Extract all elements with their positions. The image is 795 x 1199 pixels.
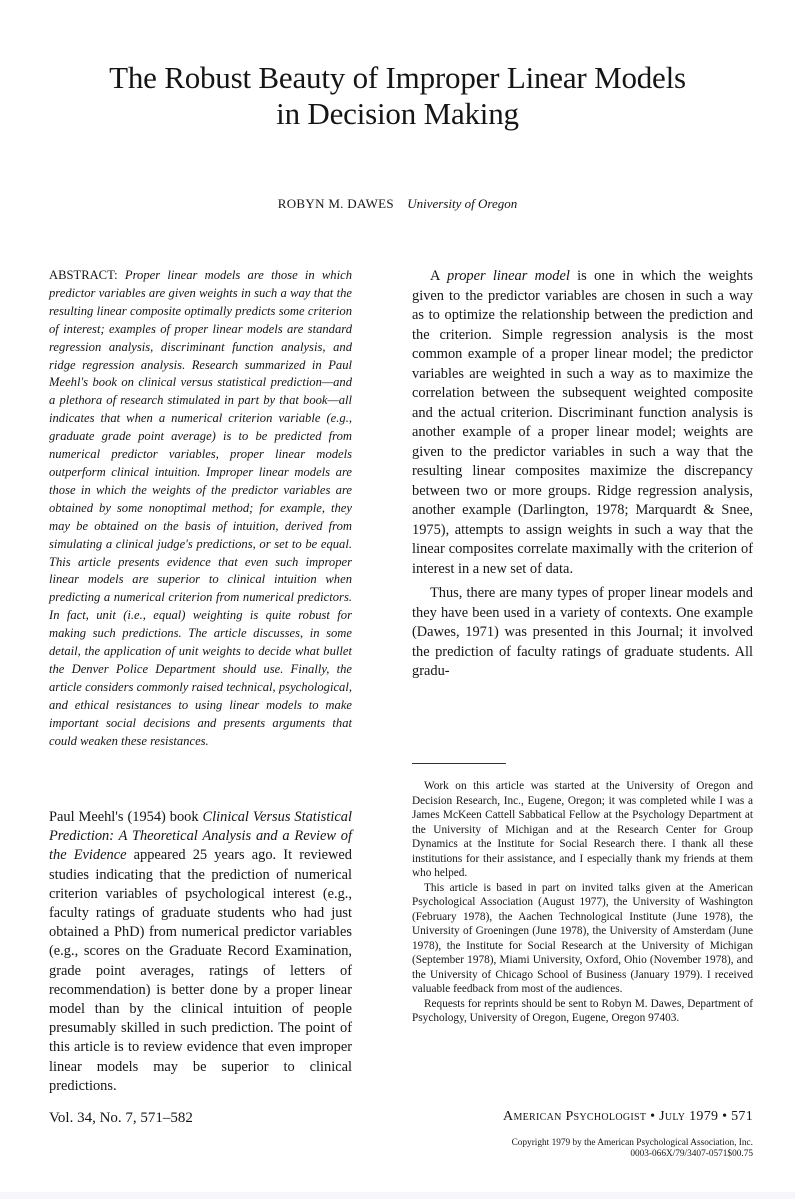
footnotes [412, 779, 753, 1026]
author-name: ROBYN M. DAWES [277, 196, 394, 211]
paragraph-text: A [430, 268, 447, 284]
article-title [0, 60, 795, 132]
footnote-reprints: Requests for reprints should be sent to Robyn M. Dawes, Department of Psychology, University of Oregon, Eugene, Oregon 97403. [412, 997, 753, 1024]
paragraph-proper-linear-model [412, 267, 753, 579]
abstract-label: ABSTRACT: [49, 268, 118, 282]
intro-paragraph [49, 808, 352, 1096]
byline [0, 196, 795, 212]
abstract [49, 267, 352, 750]
issn-code: 0003-066X/79/3407-0571$00.75 [630, 1149, 753, 1159]
cited-book-title: Clinical Versus Statistical Prediction: A Theoretical Analysis and a Review of the Evidence [49, 809, 352, 864]
intro-text-start: Paul Meehl's (1954) book [49, 809, 203, 825]
paragraph-text: is one in which the weights given to the predictor variables are chosen in such a way as to optimize the relationship between the prediction and the criterion. Simple regression analysis is the most common example of a proper linear model; the predictor variables are weighted in such a way as to maximize the correlation between the subsequent weighted composite and the actual criterion. Discriminant function analysis is another example of a proper linear model; weights are given to the predictor variables in such a way that the resulting linear composites maximize the discrepancy between two or more groups. Ridge regression analysis, another example (Darlington, 1978; Marquardt & Snee, 1975), attempts to assign weights in such a way that the linear composites correlate maximally with the criterion of interest in a new set of data. [412, 268, 753, 577]
author-affiliation: University of Oregon [407, 196, 518, 211]
abstract-text: Proper linear models are those in which predictor variables are given weights in such a way that the resulting linear composite optimally predicts some criterion of interest; examples of proper linear models are standard regression analysis, discriminant function analysis, and ridge regression analysis. Research summarized in Paul Meehl's book on clinical versus statistical prediction—and a plethora of research stimulated in part by that book—all indicates that when a numerical criterion variable (e.g., graduate grade point average) is to be predicted from numerical predictor variables, proper linear models outperform clinical intuition. Improper linear models are those in which the weights of the predictor variables are obtained by some nonoptimal method; for example, they may be obtained on the basis of intuition, derived from simulating a clinical judge's predictions, or set to be equal. This article presents evidence that even such improper linear models are superior to clinical intuition when predicting a numerical criterion from numerical predictors. In fact, unit (i.e., equal) weighting is quite robust for making such predictions. The article discusses, in some detail, the application of unit weights to decide what bullet the Denver Police Department should use. Finally, the article considers commonly raised technical, psychological, and ethical resistances to using linear models to make important social decisions and presents arguments that could weaken these resistances. [49, 268, 352, 748]
title-line-2: in Decision Making [276, 96, 519, 131]
footnote-divider [412, 763, 506, 764]
title-line-1: The Robust Beauty of Improper Linear Models [109, 60, 686, 95]
volume-info: Vol. 34, No. 7, 571–582 [49, 1110, 193, 1126]
paragraph-types-of-models: Thus, there are many types of proper linear models and they have been used in a variety of contexts. One example (Dawes, 1971) was presented in this Journal; it involved the prediction of faculty ratings of graduate students. All gradu- [412, 585, 753, 679]
intro-text-rest: appeared 25 years ago. It reviewed studies indicating that the prediction of numerical criterion variables of psychological interest (e.g., faculty ratings of graduate students who had just obtained a PhD) from numerical predictor variables (e.g., scores on the Graduate Record Examination, grade point averages, ratings of letters of recommendation) is better done by a proper linear model than by the clinical intuition of people presumably skilled in such prediction. The point of this article is to review evidence that even improper linear models may be superior to clinical predictions. [49, 847, 352, 1094]
right-column-body [412, 267, 753, 687]
copyright-notice [393, 1138, 753, 1160]
copyright-line: Copyright 1979 by the American Psychological Association, Inc. [511, 1138, 753, 1148]
footnote-acknowledgment: Work on this article was started at the University of Oregon and Decision Research, Inc., Eugene, Oregon; it was completed while I was a James McKeen Cattell Sabbatical Fellow at the Psychology Department at the University of Michigan and at the Research Center for Group Dynamics at the Institute for Social Research there. I thank all these institutions for their assistance, and I especially thank my friends at them who helped. [412, 780, 753, 879]
journal-running-footer: American Psychologist • July 1979 • 571 [503, 1109, 753, 1124]
page-bottom-edge [0, 1192, 795, 1199]
footnote-talks: This article is based in part on invited talks given at the American Psychological Association (August 1977), the University of Washington (February 1978), the Aachen Technological Institute (June 1978), the University of Groeningen (June 1978), the University of Amsterdam (June 1978), the Institute for Social Research at the University of Michigan (September 1978), Miami University, Oxford, Ohio (November 1978), and the University of Chicago School of Business (January 1979). I received valuable feedback from most of the audiences. [412, 881, 753, 995]
defined-term: proper linear model [446, 268, 570, 284]
